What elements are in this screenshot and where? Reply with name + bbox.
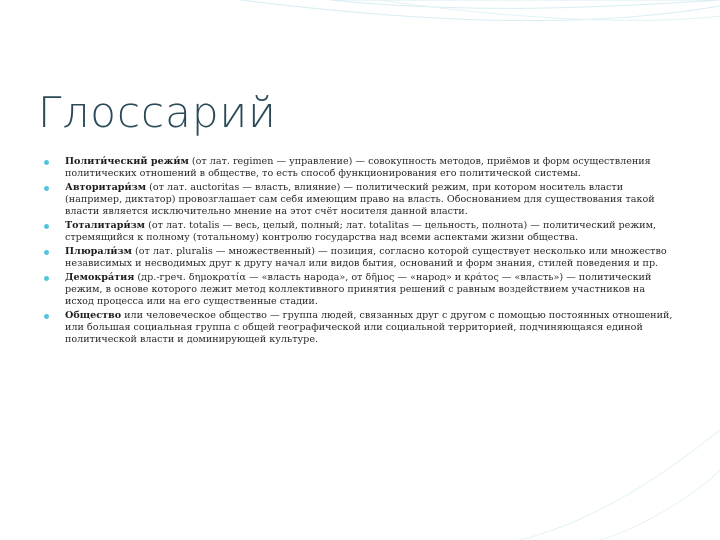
glossary-term: Полити́ческий режи́м: [65, 156, 189, 167]
glossary-definition: (от лат. regimen — управление) — совокупность методов, приёмов и форм осуществления политических отношений в обществе, то есть способ функционирования его политической системы.: [65, 156, 651, 180]
glossary-definition: (от лат. pluralis — множественный) — позиция, согласно которой существует несколько или множество независимых и несводимых друг к другу начал или видов бытия, оснований и форм знания, стилей поведения и пр.: [65, 245, 667, 270]
page-title: Глоссарий: [38, 88, 277, 137]
glossary-definition: (от лат. totalis — весь, целый, полный; лат. totalitas — цельность, полнота) — политический режим, стремящийся к полному (тотальному) контролю государства над всеми аспектами жизни общества.: [65, 220, 657, 244]
glossary-term: Плюрали́зм: [65, 245, 132, 257]
glossary-term: Демокра́тия: [65, 271, 135, 283]
bullet-icon: [44, 224, 49, 229]
list-item: [44, 310, 676, 347]
bullet-icon: [44, 250, 49, 255]
list-item: [44, 272, 676, 309]
glossary-definition: (от лат. auctoritas — власть, влияние) — политический режим, при котором носитель власти (например, диктатор) провозглашает сам себя имеющим право на власть. Обоснованием для существования такой власти является исключительно мнение на этот счёт носителя данной власти.: [65, 181, 655, 218]
glossary-definition: (др.-греч. δημοκρατία — «власть народа», от δῆμος — «народ» и κράτος — «власть») — политический режим, в основе которого лежит метод коллективного принятия решений с равным воздействием участников на исход процесса или на его существенные стадии.: [65, 271, 652, 308]
list-item: [44, 220, 676, 244]
bullet-icon: [44, 314, 49, 319]
glossary-definition: или человеческое общество — группа людей, связанных друг с другом с помощью постоянных отношений, или большая социальная группа с общей географической или социальной территорией, подчиняющаяся единой политической власти и доминирующей культуре.: [65, 309, 673, 346]
list-item: [44, 156, 676, 180]
glossary-term: Авторитари́зм: [65, 181, 147, 193]
bullet-icon: [44, 186, 49, 191]
bullet-icon: [44, 160, 49, 165]
list-item: [44, 182, 676, 219]
list-item: [44, 246, 676, 270]
glossary-list: [44, 156, 676, 348]
glossary-term: Тоталитари́зм: [65, 220, 146, 232]
glossary-term: Общество: [65, 309, 122, 321]
bullet-icon: [44, 276, 49, 281]
